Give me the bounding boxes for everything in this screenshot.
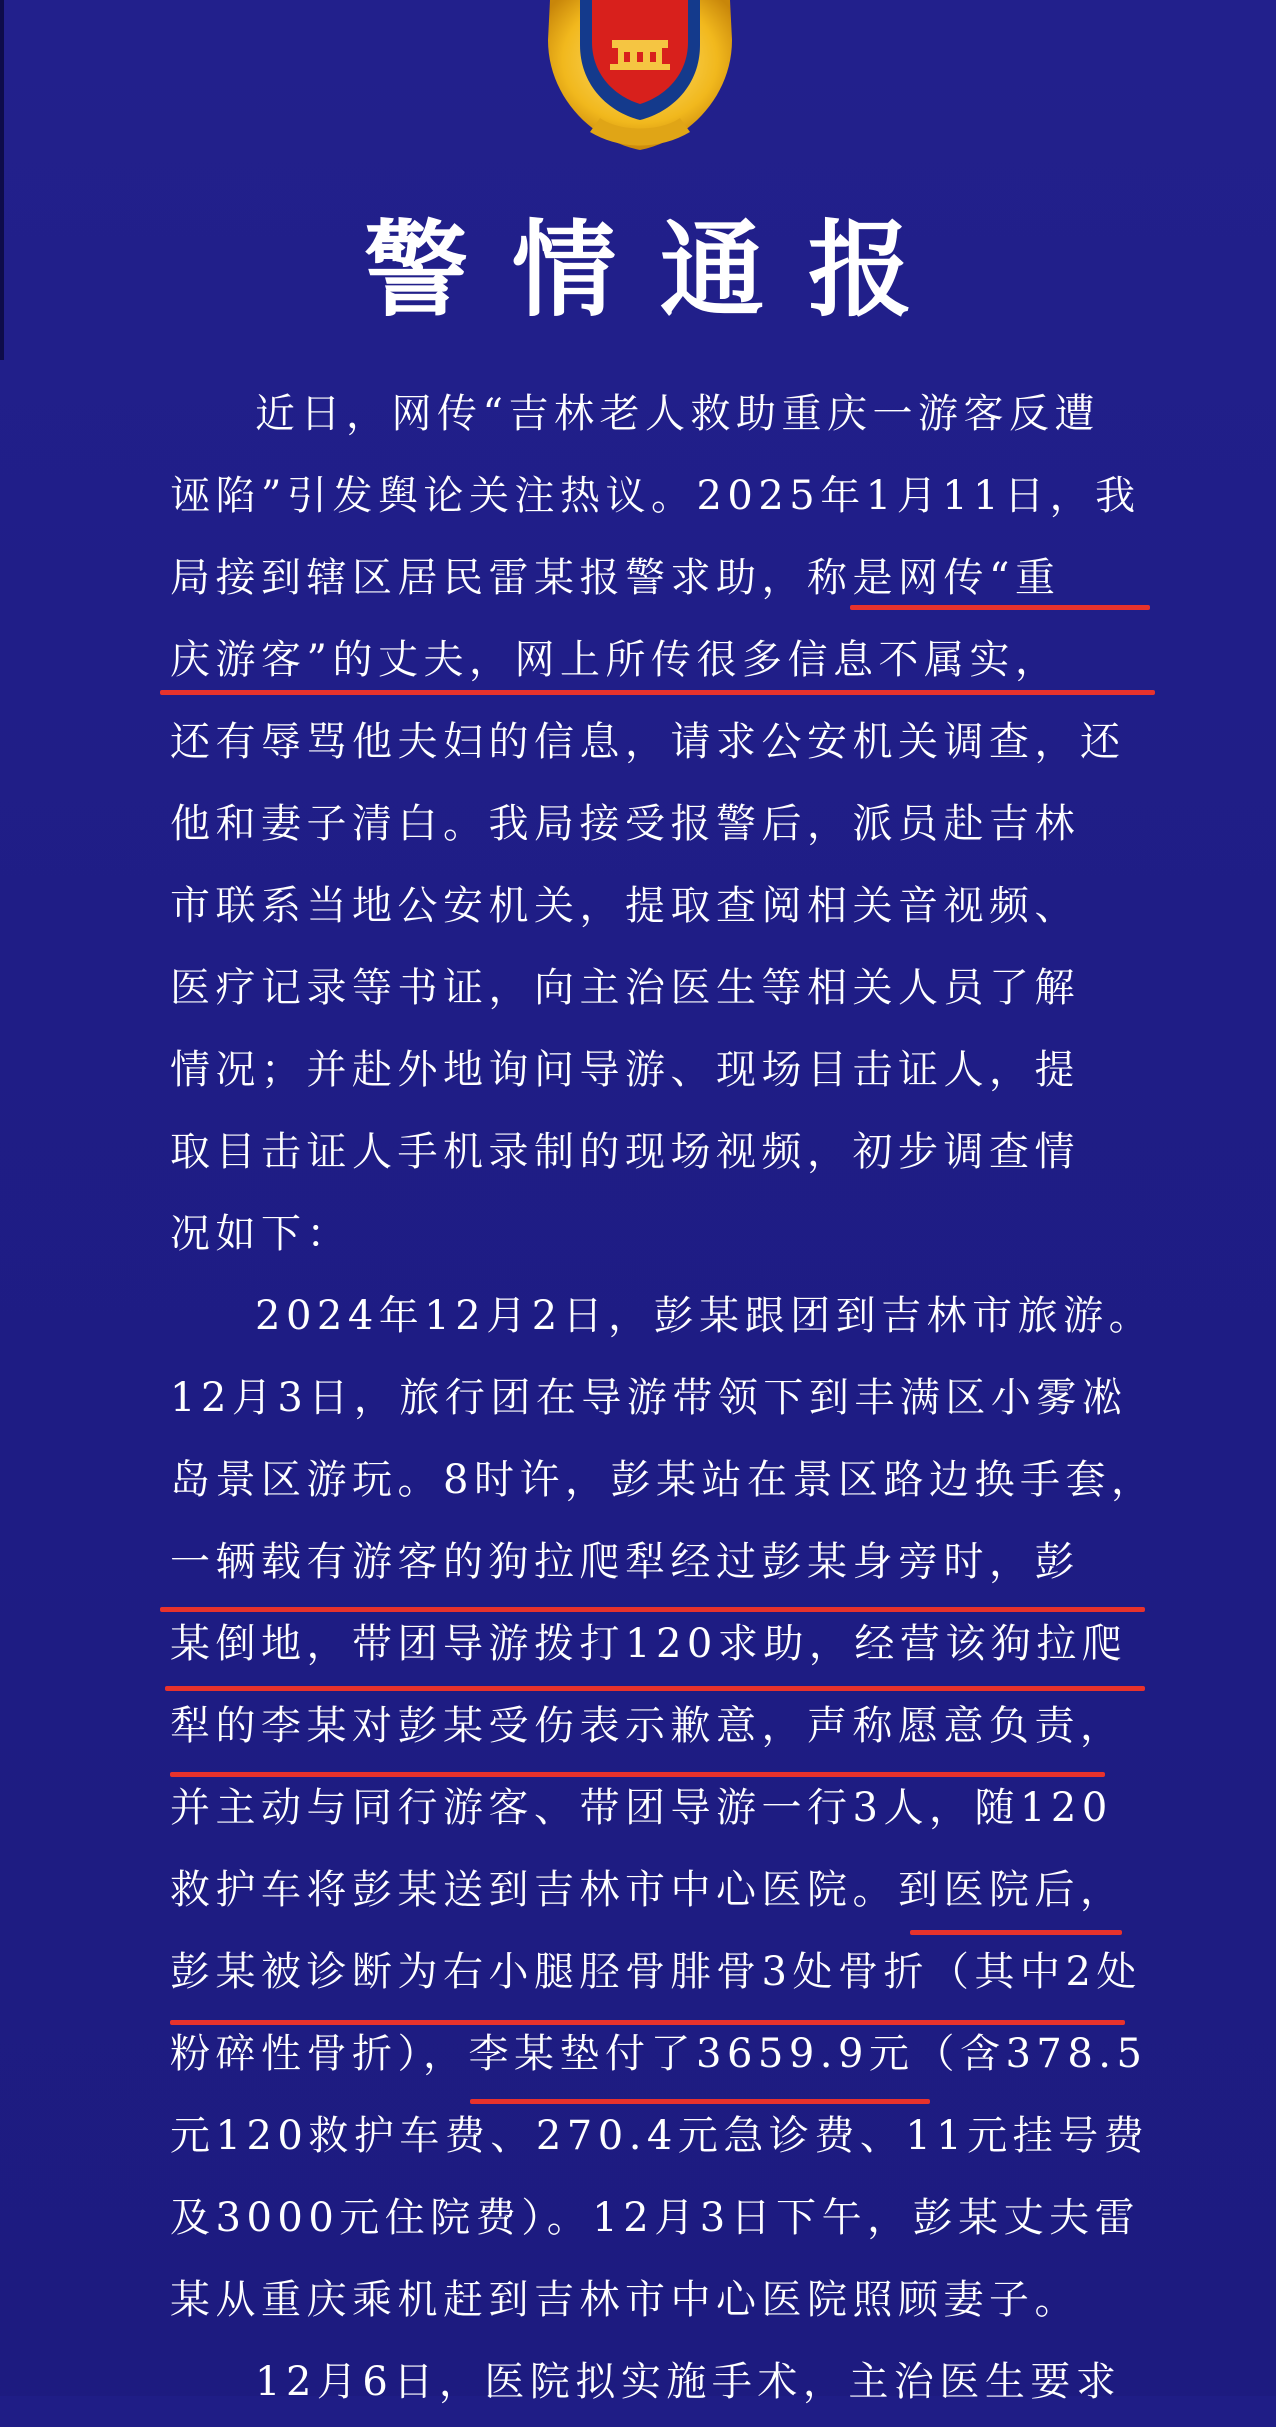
highlight-underline — [910, 1930, 1122, 1935]
text-line: 诬陷”引发舆论关注热议。2025年1月11日，我 — [170, 473, 1141, 519]
text-line: 某倒地，带团导游拨打120求助，经营该狗拉爬 — [170, 1621, 1128, 1667]
notice-title: 警情通报 — [363, 209, 956, 331]
highlight-underline — [160, 690, 1155, 695]
text-line: 情况；并赴外地询问导游、现场目击证人，提 — [170, 1047, 1080, 1093]
text-line: 12月6日，医院拟实施手术，主治医生要求 — [255, 2359, 1122, 2405]
text-line: 一辆载有游客的狗拉爬犁经过彭某身旁时，彭 — [170, 1539, 1080, 1585]
police-badge-icon — [540, 0, 740, 160]
text-line: 并主动与同行游客、带团导游一行3人，随120 — [170, 1785, 1113, 1831]
highlight-underline — [470, 2099, 930, 2104]
highlight-underline — [170, 2020, 1125, 2025]
text-line: 近日，网传“吉林老人救助重庆一游客反遭 — [255, 391, 1100, 437]
highlight-underline — [850, 605, 1150, 610]
text-line: 粉碎性骨折），李某垫付了3659.9元（含378.5 — [170, 2031, 1148, 2077]
highlight-underline — [165, 1686, 1145, 1691]
text-line: 元120救护车费、270.4元急诊费、11元挂号费 — [170, 2113, 1150, 2159]
text-line: 及3000元住院费）。12月3日下午，彭某丈夫雷 — [170, 2195, 1141, 2241]
text-line: 某从重庆乘机赶到吉林市中心医院照顾妻子。 — [170, 2277, 1080, 2323]
text-line: 12月3日，旅行团在导游带领下到丰满区小雾凇 — [170, 1375, 1128, 1421]
text-line: 岛景区游玩。8时许，彭某站在景区路边换手套， — [170, 1457, 1157, 1503]
text-line: 彭某被诊断为右小腿胫骨腓骨3处骨折（其中2处 — [170, 1949, 1142, 1995]
text-line: 他和妻子清白。我局接受报警后，派员赴吉林 — [170, 801, 1080, 847]
highlight-underline — [160, 1607, 1145, 1612]
text-line: 犁的李某对彭某受伤表示歉意，声称愿意负责， — [170, 1703, 1126, 1749]
text-line: 取目击证人手机录制的现场视频，初步调查情 — [170, 1129, 1080, 1175]
text-line: 医疗记录等书证，向主治医生等相关人员了解 — [170, 965, 1080, 1011]
text-line: 还有辱骂他夫妇的信息，请求公安机关调查，还 — [170, 719, 1126, 765]
text-line: 市联系当地公安机关，提取查阅相关音视频、 — [170, 883, 1080, 929]
text-line: 2024年12月2日，彭某跟团到吉林市旅游。 — [255, 1293, 1155, 1339]
text-line: 局接到辖区居民雷某报警求助，称是网传“重 — [170, 555, 1061, 601]
text-line: 庆游客”的丈夫，网上所传很多信息不属实， — [170, 637, 1061, 683]
highlight-underline — [170, 1772, 1105, 1777]
text-line: 救护车将彭某送到吉林市中心医院。到医院后， — [170, 1867, 1126, 1913]
text-line: 况如下： — [170, 1211, 352, 1257]
